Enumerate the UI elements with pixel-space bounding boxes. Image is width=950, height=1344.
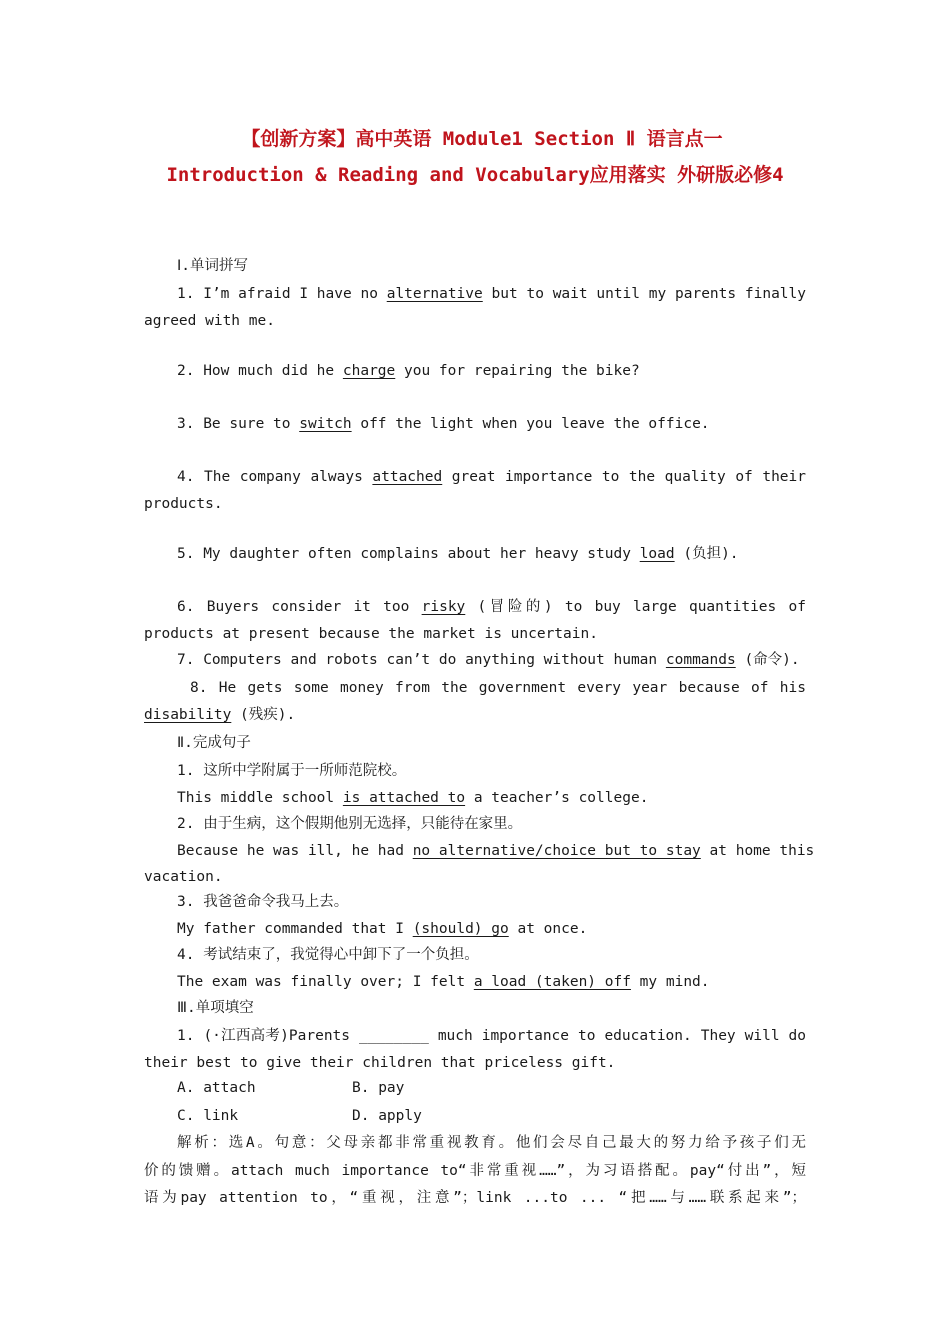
answer: disability	[144, 707, 232, 723]
answer: is attached to	[342, 790, 466, 806]
s2-q1-english: This middle school is attached to a teacher’s college.	[177, 790, 649, 806]
s1-q1-line2: agreed with me.	[144, 313, 275, 329]
s2-q4-english: The exam was finally over; I felt a load (taken) off my mind.	[177, 974, 710, 990]
option-b: B. pay	[352, 1080, 405, 1096]
s1-q1-line1: 1. I’m afraid I have no alternative but to wait until my parents finally	[177, 286, 806, 302]
section3-heading: Ⅲ.单项填空	[177, 1000, 254, 1016]
s1-q6-line2: products at present because the market is uncertain.	[144, 626, 598, 642]
answer: commands	[665, 652, 736, 668]
document-title-line2: Introduction & Reading and Vocabulary应用落实 外研版必修4	[166, 164, 784, 186]
answer: alternative	[386, 286, 483, 302]
s1-q8-line2: disability (残疾).	[144, 707, 296, 723]
option-d: D. apply	[352, 1108, 422, 1124]
s1-q6-line1: 6. Buyers consider it too risky (冒险的) to buy large quantities of	[177, 599, 806, 615]
s2-q2-english-line1: Because he was ill, he had no alternative/choice but to stay at home this	[177, 843, 815, 859]
answer: switch	[299, 416, 352, 432]
s1-q2: 2. How much did he charge you for repairing the bike?	[177, 363, 640, 379]
s1-q5: 5. My daughter often complains about her heavy study load (负担).	[177, 546, 739, 562]
answer: charge	[342, 363, 396, 379]
s1-q8-line1: 8. He gets some money from the government every year because of his	[190, 680, 806, 696]
answer: a load (taken) off	[473, 974, 631, 990]
s2-q1-chinese: 1. 这所中学附属于一所师范院校。	[177, 763, 407, 779]
answer: (should) go	[412, 921, 509, 937]
s2-q4-chinese: 4. 考试结束了，我觉得心中卸下了一个负担。	[177, 947, 479, 963]
s1-q7: 7. Computers and robots can’t do anything without human commands (命令).	[177, 652, 800, 668]
option-a: A. attach	[177, 1080, 256, 1096]
option-c: C. link	[177, 1108, 239, 1124]
s2-q2-english-line2: vacation.	[144, 869, 223, 885]
s3-q1-explanation-line3: 语为pay attention to，“重视，注意”；link ...to ... “把……与……联系起来”；	[144, 1190, 806, 1206]
s3-q1-line1: 1. (·江西高考)Parents ________ much importance to education. They will do	[177, 1028, 806, 1044]
s3-q1-explanation-line1: 解析：选A。句意：父母亲都非常重视教育。他们会尽自己最大的努力给予孩子们无	[177, 1135, 806, 1151]
answer: risky	[421, 599, 466, 615]
s1-q4-line2: products.	[144, 496, 223, 512]
section2-heading: Ⅱ.完成句子	[177, 735, 251, 751]
s2-q2-chinese: 2. 由于生病，这个假期他别无选择，只能待在家里。	[177, 816, 523, 832]
answer: load	[639, 546, 675, 562]
s2-q3-chinese: 3. 我爸爸命令我马上去。	[177, 894, 349, 910]
answer: attached	[372, 469, 443, 485]
answer: no alternative/choice but to stay	[412, 843, 701, 859]
document-title-line1: 【创新方案】高中英语 Module1 Section Ⅱ 语言点一	[241, 128, 723, 150]
s3-q1-explanation-line2: 价的馈赠。attach much importance to“非常重视……”，为习语搭配。pay“付出”，短	[144, 1163, 806, 1179]
s1-q4-line1: 4. The company always attached great importance to the quality of their	[177, 469, 806, 485]
s2-q3-english: My father commanded that I (should) go at once.	[177, 921, 588, 937]
section1-heading: Ⅰ.单词拼写	[177, 258, 249, 274]
s1-q3: 3. Be sure to switch off the light when you leave the office.	[177, 416, 710, 432]
s3-q1-line2: their best to give their children that priceless gift.	[144, 1055, 616, 1071]
